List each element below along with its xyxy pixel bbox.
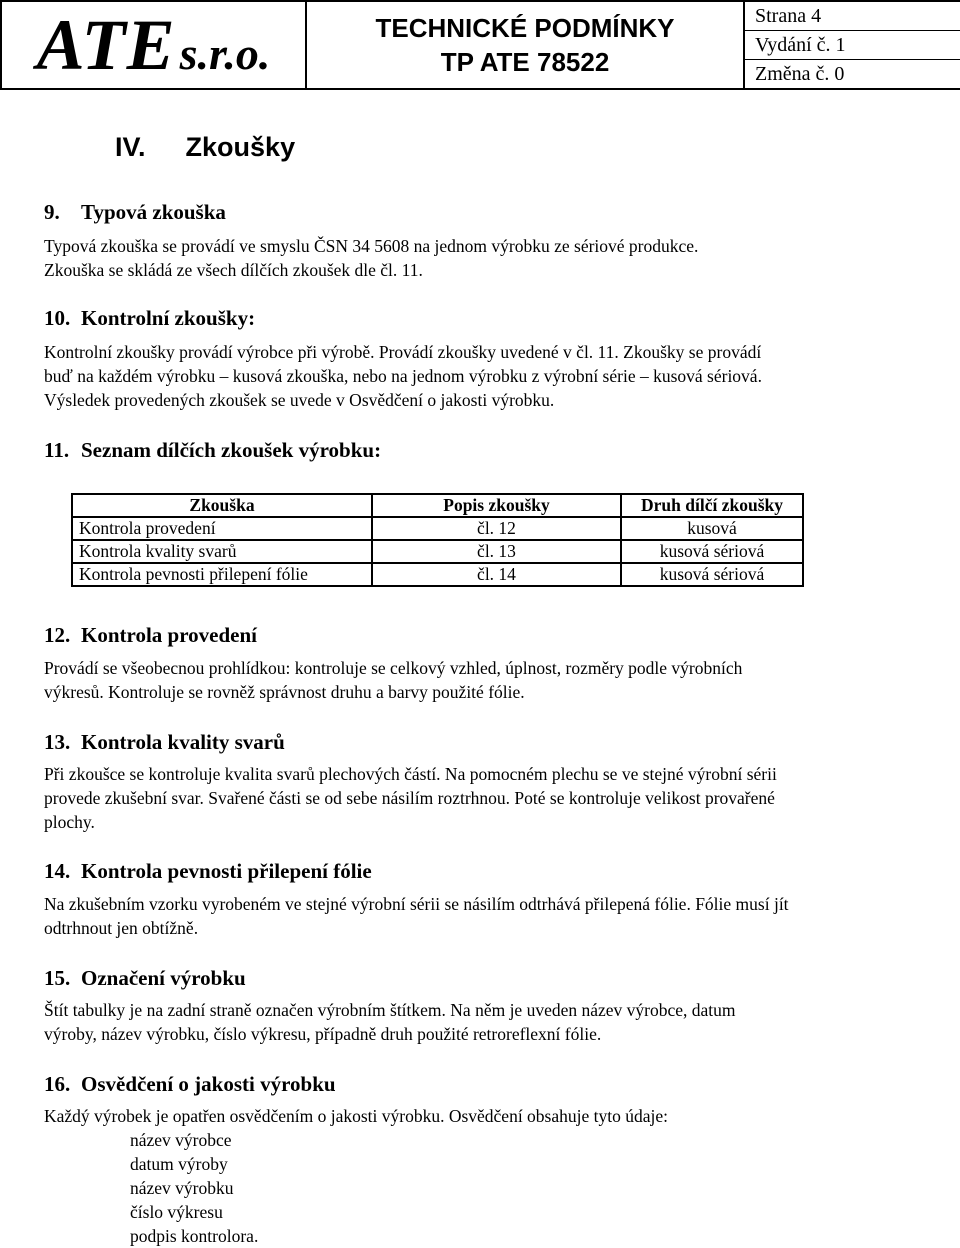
paragraph-line: výkresů. Kontroluje se rovněž správnost druhu a barvy použité fólie. bbox=[44, 682, 525, 702]
table-cell: kusová sériová bbox=[621, 540, 803, 563]
paragraph-line: Štít tabulky je na zadní straně označen výrobním štítkem. Na něm je uveden název výrobce, datum bbox=[44, 1000, 736, 1020]
logo-main-text: ATE bbox=[36, 4, 176, 85]
table-cell: kusová sériová bbox=[621, 563, 803, 586]
table-cell: čl. 13 bbox=[372, 540, 621, 563]
section-10-text bbox=[44, 340, 924, 412]
column-header: Popis zkoušky bbox=[372, 494, 621, 517]
table-cell: Kontrola provedení bbox=[72, 517, 372, 540]
section-title: Seznam dílčích zkoušek výrobku: bbox=[81, 438, 382, 462]
chapter-title bbox=[115, 132, 295, 163]
section-11-heading bbox=[44, 438, 381, 463]
table-cell: čl. 12 bbox=[372, 517, 621, 540]
section-number: 10. bbox=[44, 306, 71, 330]
table-header-row bbox=[72, 494, 803, 517]
section-title: Osvědčení o jakosti výrobku bbox=[81, 1072, 336, 1096]
tests-table bbox=[71, 493, 804, 587]
section-9-text bbox=[44, 234, 924, 282]
logo-suffix-text: s.r.o. bbox=[179, 27, 271, 79]
section-title: Kontrola pevnosti přilepení fólie bbox=[81, 859, 372, 883]
paragraph-line: plochy. bbox=[44, 812, 95, 832]
section-12-text bbox=[44, 656, 924, 704]
section-16-heading bbox=[44, 1072, 336, 1097]
paragraph-line: Výsledek provedených zkoušek se uvede v Osvědčení o jakosti výrobku. bbox=[44, 390, 555, 410]
section-title: Kontrola provedení bbox=[81, 623, 257, 647]
paragraph-line: odtrhnout jen obtížně. bbox=[44, 918, 199, 938]
section-title: Kontrola kvality svarů bbox=[81, 730, 285, 754]
company-logo bbox=[1, 1, 306, 89]
section-12-heading bbox=[44, 623, 257, 648]
section-14-text bbox=[44, 892, 924, 940]
section-number: 15. bbox=[44, 966, 71, 990]
paragraph-line: provede zkušební svar. Svařené části se od sebe násilím roztrhnou. Poté se kontroluje velikost provařené bbox=[44, 788, 775, 808]
section-15-heading bbox=[44, 966, 246, 991]
section-16-text bbox=[44, 1104, 924, 1128]
document-code: TP ATE 78522 bbox=[440, 47, 610, 77]
list-item: název výrobku bbox=[130, 1178, 234, 1198]
issue-number: Vydání č. 1 bbox=[745, 31, 960, 60]
paragraph-line: Provádí se všeobecnou prohlídkou: kontroluje se celkový vzhled, úplnost, rozměry podle výrobních bbox=[44, 658, 743, 678]
paragraph-line: Na zkušebním vzorku vyrobeném ve stejné výrobní sérii se násilím odtrhává přilepená fólie. Fólie musí jít bbox=[44, 894, 789, 914]
paragraph-line: Zkouška se skládá ze všech dílčích zkoušek dle čl. 11. bbox=[44, 260, 423, 280]
chapter-text: Zkoušky bbox=[185, 132, 296, 162]
section-number: 9. bbox=[44, 200, 60, 224]
document-meta-cell bbox=[744, 1, 960, 89]
table-row bbox=[72, 517, 803, 540]
page-number: Strana 4 bbox=[745, 2, 960, 31]
document-title: TECHNICKÉ PODMÍNKY bbox=[375, 13, 675, 43]
paragraph-line: Každý výrobek je opatřen osvědčením o jakosti výrobku. Osvědčení obsahuje tyto údaje: bbox=[44, 1106, 669, 1126]
table-cell: Kontrola pevnosti přilepení fólie bbox=[72, 563, 372, 586]
paragraph-line: Typová zkouška se provádí ve smyslu ČSN 34 5608 na jednom výrobku ze sériové produkce. bbox=[44, 236, 699, 256]
paragraph-line: buď na každém výrobku – kusová zkouška, nebo na jednom výrobku z výrobní série – kusová sériová. bbox=[44, 366, 762, 386]
table-cell: kusová bbox=[621, 517, 803, 540]
section-number: 12. bbox=[44, 623, 71, 647]
paragraph-line: Kontrolní zkoušky provádí výrobce při výrobě. Provádí zkoušky uvedené v čl. 11. Zkoušky se provádí bbox=[44, 342, 762, 362]
table-row bbox=[72, 563, 803, 586]
section-14-heading bbox=[44, 859, 372, 884]
list-item: číslo výkresu bbox=[130, 1202, 223, 1222]
column-header: Druh dílčí zkoušky bbox=[621, 494, 803, 517]
list-item: podpis kontrolora. bbox=[130, 1226, 259, 1246]
section-10-heading bbox=[44, 306, 255, 331]
table-cell: Kontrola kvality svarů bbox=[72, 540, 372, 563]
column-header: Zkouška bbox=[72, 494, 372, 517]
chapter-number: IV. bbox=[115, 132, 146, 162]
section-13-heading bbox=[44, 730, 285, 755]
section-number: 13. bbox=[44, 730, 71, 754]
list-item: název výrobce bbox=[130, 1130, 232, 1150]
section-number: 11. bbox=[44, 438, 70, 462]
list-item: datum výroby bbox=[130, 1154, 228, 1174]
section-number: 14. bbox=[44, 859, 71, 883]
document-header bbox=[0, 0, 960, 90]
section-title: Typová zkouška bbox=[81, 200, 226, 224]
section-13-text bbox=[44, 762, 924, 834]
table-cell: čl. 14 bbox=[372, 563, 621, 586]
section-9-heading bbox=[44, 200, 226, 225]
section-title: Kontrolní zkoušky: bbox=[81, 306, 256, 330]
change-number: Změna č. 0 bbox=[755, 63, 845, 85]
section-number: 16. bbox=[44, 1072, 71, 1096]
document-title-cell bbox=[306, 1, 744, 89]
paragraph-line: Při zkoušce se kontroluje kvalita svarů plechových částí. Na pomocném plechu se ve stejné výrobní sérii bbox=[44, 764, 777, 784]
section-title: Označení výrobku bbox=[81, 966, 246, 990]
section-15-text bbox=[44, 998, 924, 1046]
table-row bbox=[72, 540, 803, 563]
certificate-items-list bbox=[130, 1128, 258, 1248]
paragraph-line: výroby, název výrobku, číslo výkresu, případně druh použité retroreflexní fólie. bbox=[44, 1024, 602, 1044]
